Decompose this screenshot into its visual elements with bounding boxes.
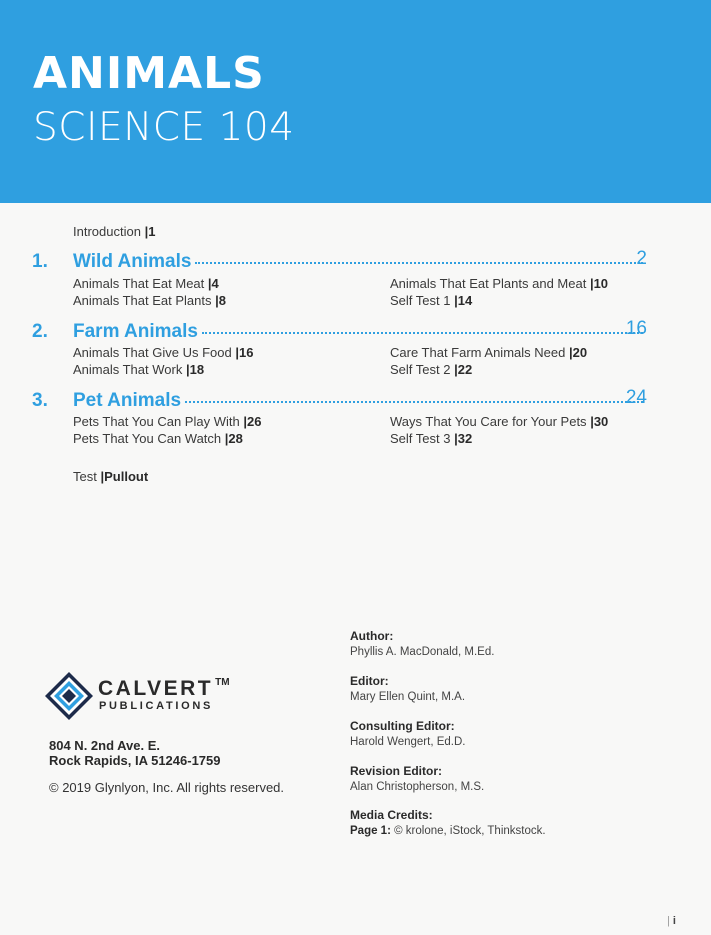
credit-label: Revision Editor: <box>350 764 443 778</box>
subsection-page: 14 <box>457 293 473 308</box>
folio-divider: | <box>667 915 670 927</box>
toc-subsection: Care That Farm Animals Need |20 <box>390 345 588 360</box>
toc-subsection: Pets That You Can Watch |28 <box>73 431 243 446</box>
credit-value: Harold Wengert, Ed.D. <box>350 736 466 748</box>
subsection-page: 20 <box>572 345 588 360</box>
unit-title: Wild Animals <box>73 251 192 272</box>
dot-leader <box>185 401 643 403</box>
toc-subsection: Pets That You Can Play With |26 <box>73 414 262 429</box>
subsection-page: 32 <box>457 431 473 446</box>
toc-subsection: Animals That Work |18 <box>73 362 205 377</box>
subsection-label: Care That Farm Animals Need <box>390 345 566 360</box>
credit-value: Mary Ellen Quint, M.A. <box>350 691 466 703</box>
unit-number: 3. <box>32 390 48 411</box>
subsection-label: Ways That You Care for Your Pets <box>390 414 587 429</box>
credit-value-text: © krolone, iStock, Thinkstock. <box>394 825 546 837</box>
subsection-label: Self Test 1 <box>390 293 451 308</box>
trademark-mark: TM <box>215 677 230 688</box>
subsection-page: 26 <box>246 414 262 429</box>
subsection-page: 10 <box>593 276 609 291</box>
unit-number: 2. <box>32 321 48 342</box>
address-line-1: 804 N. 2nd Ave. E. <box>49 738 161 753</box>
copyright-notice: © 2019 Glynlyon, Inc. All rights reserved. <box>49 780 285 795</box>
subsection-label: Pets That You Can Watch <box>73 431 222 446</box>
subsection-page: 8 <box>218 293 226 308</box>
credit-label: Editor: <box>350 674 389 688</box>
book-subtitle: SCIENCE 104 <box>33 105 295 150</box>
toc-unit-1 <box>0 248 711 277</box>
dot-leader <box>202 332 643 334</box>
unit-number: 1. <box>32 251 48 272</box>
unit-heading <box>73 321 647 343</box>
unit-title: Pet Animals <box>73 390 182 411</box>
toc-subsection: Ways That You Care for Your Pets |30 <box>390 414 609 429</box>
credit-label: Author: <box>350 629 394 643</box>
toc-subsection: Animals That Eat Plants and Meat |10 <box>390 276 609 291</box>
toc-unit-3 <box>0 387 711 416</box>
toc-test-label: Test <box>73 469 97 484</box>
subsection-page: 28 <box>228 431 243 446</box>
toc-subsection: Self Test 1 |14 <box>390 293 473 308</box>
unit-page: 2 <box>636 248 647 269</box>
unit-heading <box>73 251 647 273</box>
subsection-label: Animals That Give Us Food <box>73 345 232 360</box>
unit-heading <box>73 390 647 412</box>
toc-subsection: Animals That Give Us Food |16 <box>73 345 254 360</box>
subsection-label: Animals That Eat Meat <box>73 276 205 291</box>
diamond-logo-icon <box>44 671 94 721</box>
toc-test-page: Pullout <box>104 469 149 484</box>
credit-value: Phyllis A. MacDonald, M.Ed. <box>350 646 495 658</box>
publisher-subname: PUBLICATIONS <box>99 700 214 712</box>
unit-page: 16 <box>625 318 647 339</box>
dot-leader <box>195 262 643 264</box>
credit-label: Consulting Editor: <box>350 719 455 733</box>
book-title: ANIMALS <box>33 48 265 99</box>
toc-intro-page: 1 <box>148 224 156 239</box>
unit-title: Farm Animals <box>73 321 198 342</box>
address-line-2: Rock Rapids, IA 51246-1759 <box>49 753 221 768</box>
credit-value: Alan Christopherson, M.S. <box>350 781 485 793</box>
title-banner <box>0 0 711 203</box>
credit-label: Media Credits: <box>350 808 433 822</box>
subsection-label: Pets That You Can Play With <box>73 414 240 429</box>
toc-test: Test |Pullout <box>73 469 149 484</box>
toc-unit-2 <box>0 318 711 347</box>
subsection-label: Animals That Eat Plants and Meat <box>390 276 587 291</box>
subsection-page: 22 <box>457 362 473 377</box>
toc-intro-label: Introduction <box>73 224 141 239</box>
publisher-name-text: CALVERT <box>98 677 214 700</box>
toc-subsection: Animals That Eat Meat |4 <box>73 276 219 291</box>
publisher-name <box>98 677 230 701</box>
credit-value <box>350 825 546 837</box>
page-folio <box>667 915 676 927</box>
subsection-page: 16 <box>238 345 254 360</box>
subsection-page: 30 <box>593 414 609 429</box>
toc-subsection: Animals That Eat Plants |8 <box>73 293 226 308</box>
subsection-page: 18 <box>189 362 205 377</box>
folio-number: i <box>672 915 676 927</box>
subsection-label: Animals That Work <box>73 362 183 377</box>
subsection-label: Self Test 3 <box>390 431 451 446</box>
subsection-label: Self Test 2 <box>390 362 451 377</box>
credit-value-prefix: Page 1: <box>350 825 391 837</box>
subsection-label: Animals That Eat Plants <box>73 293 212 308</box>
toc-subsection: Self Test 3 |32 <box>390 431 473 446</box>
toc-subsection: Self Test 2 |22 <box>390 362 473 377</box>
toc-intro: Introduction |1 <box>73 224 156 239</box>
subsection-page: 4 <box>211 276 219 291</box>
unit-page: 24 <box>625 387 647 408</box>
